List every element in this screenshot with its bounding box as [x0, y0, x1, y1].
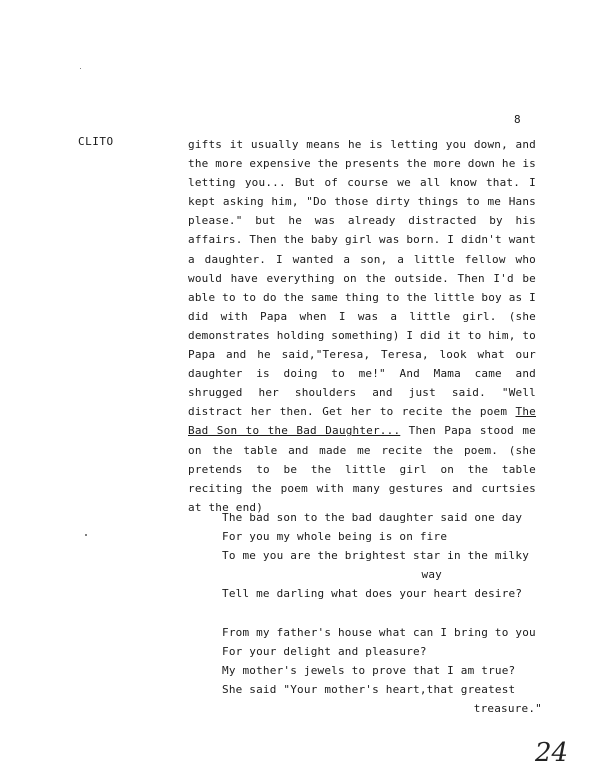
dialogue-line: a daughter. I wanted a son, a little fellow who: [188, 252, 536, 266]
dialogue-line-with-title: [188, 402, 536, 421]
dialogue-block: [188, 135, 536, 517]
dialogue-line: pretends to be the little girl on the table: [188, 462, 536, 476]
dialogue-line: reciting the poem with many gestures and curtsies: [188, 481, 536, 495]
dialogue-line-continued: Then Papa stood me: [400, 424, 536, 438]
poem-block: [222, 508, 542, 718]
paper-speck: [80, 68, 81, 69]
poem-line-continuation: treasure.": [473, 701, 542, 715]
poem-line: Tell me darling what does your heart desire?: [222, 587, 523, 601]
dialogue-line: at the end): [188, 500, 264, 514]
dialogue-line: the more expensive the presents the more down he is: [188, 157, 536, 171]
poem-line: For you my whole being is on fire: [222, 530, 448, 544]
handwritten-page-number: 24: [535, 738, 569, 768]
poem-line: The bad son to the bad daughter said one day: [222, 511, 523, 524]
paper-speck: [85, 534, 87, 536]
poem-title: Bad Son to the Bad Daughter...: [188, 424, 401, 438]
speaker-name: CLITO: [78, 135, 114, 148]
poem-line: From my father's house what can I bring to you: [222, 625, 536, 639]
dialogue-line: please." but he was already distracted by his: [188, 214, 536, 228]
poem-line: To me you are the brightest star in the milky: [222, 549, 530, 563]
dialogue-line: Papa and he said,"Teresa, Teresa, look what our: [188, 348, 536, 362]
dialogue-line: gifts it usually means he is letting you down, and: [188, 138, 536, 151]
dialogue-line: able to to do the same thing to the little boy as I: [188, 290, 536, 304]
dialogue-line: shrugged her shoulders and just said. "Well: [188, 386, 536, 400]
poem-line: She said "Your mother's heart,that greatest: [222, 682, 516, 696]
dialogue-line-with-title: [188, 421, 536, 440]
page-number: 8: [514, 113, 521, 126]
dialogue-line: would have everything on the outside. Then I'd be: [188, 271, 536, 285]
poem-title-start: The: [515, 405, 536, 419]
dialogue-line: kept asking him, "Do those dirty things to me Hans: [188, 195, 536, 209]
poem-line-continuation: way: [421, 568, 442, 582]
stanza-break: [222, 603, 542, 622]
poem-line: For your delight and pleasure?: [222, 644, 427, 658]
dialogue-line: letting you... But of course we all know that. I: [188, 176, 536, 190]
dialogue-line: on the table and made me recite the poem. (she: [188, 443, 536, 457]
dialogue-line: demonstrates holding something) I did it to him, to: [188, 328, 536, 342]
dialogue-line: did with Papa when I was a little girl. (she: [188, 309, 536, 323]
poem-line: My mother's jewels to prove that I am true?: [222, 663, 516, 677]
dialogue-line: daughter is doing to me!" And Mama came and: [188, 367, 536, 381]
dialogue-line: affairs. Then the baby girl was born. I didn't want: [188, 233, 536, 247]
dialogue-line: distract her then. Get her to recite the poem: [188, 405, 508, 419]
